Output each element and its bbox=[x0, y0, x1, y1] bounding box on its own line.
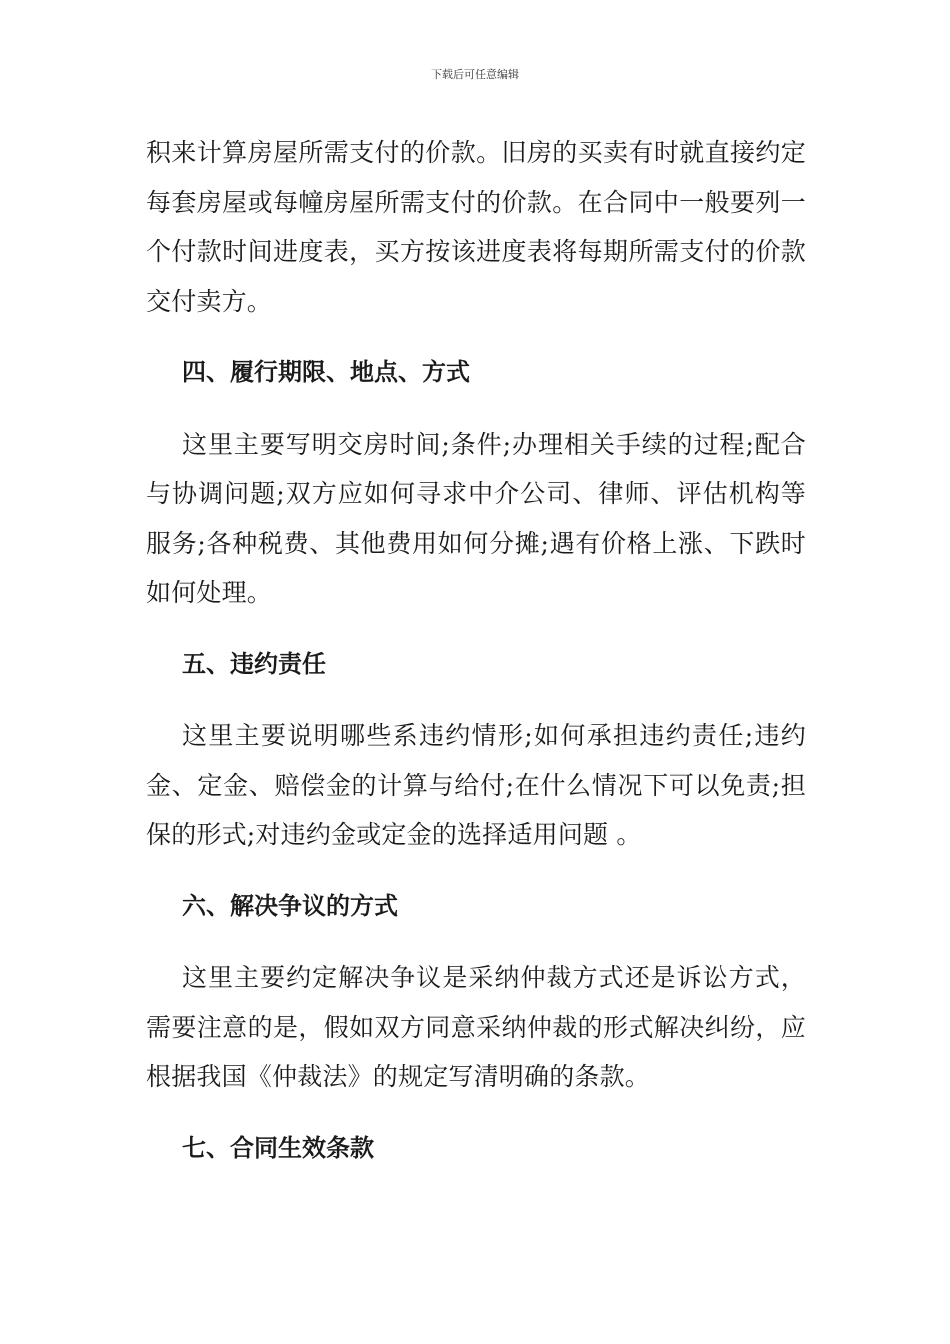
document-body bbox=[146, 128, 806, 1173]
section-body-6: 这里主要约定解决争议是采纳仲裁方式还是诉讼方式，需要注意的是，假如双方同意采纳仲裁的形式解决纠纷，应根据我国《仲裁法》的规定写清明确的条款。 bbox=[146, 963, 806, 1091]
section-body-4: 这里主要写明交房时间;条件;办理相关手续的过程;配合与协调问题;双方应如何寻求中介公司、律师、评估机构等服务;各种税费、其他费用如何分摊;遇有价格上涨、下跌时如何处理。 bbox=[146, 429, 806, 607]
section-heading-4: 四、履行期限、地点、方式 bbox=[182, 358, 470, 386]
section-heading-5: 五、违约责任 bbox=[182, 649, 326, 678]
intro-paragraph: 积来计算房屋所需支付的价款。旧房的买卖有时就直接约定每套房屋或每幢房屋所需支付的价款。在合同中一般要列一个付款时间进度表，买方按该进度表将每期所需支付的价款交付卖方。 bbox=[146, 138, 806, 316]
section-body-5: 这里主要说明哪些系违约情形;如何承担违约责任;违约金、定金、赔偿金的计算与给付;在什么情况下可以免责;担保的形式;对违约金或定金的选择适用问题 。 bbox=[146, 721, 806, 849]
section-heading-6: 六、解决争议的方式 bbox=[182, 891, 398, 920]
section-heading-7: 七、合同生效条款 bbox=[182, 1133, 374, 1162]
page-header-note: 下载后可任意编辑 bbox=[431, 68, 519, 81]
